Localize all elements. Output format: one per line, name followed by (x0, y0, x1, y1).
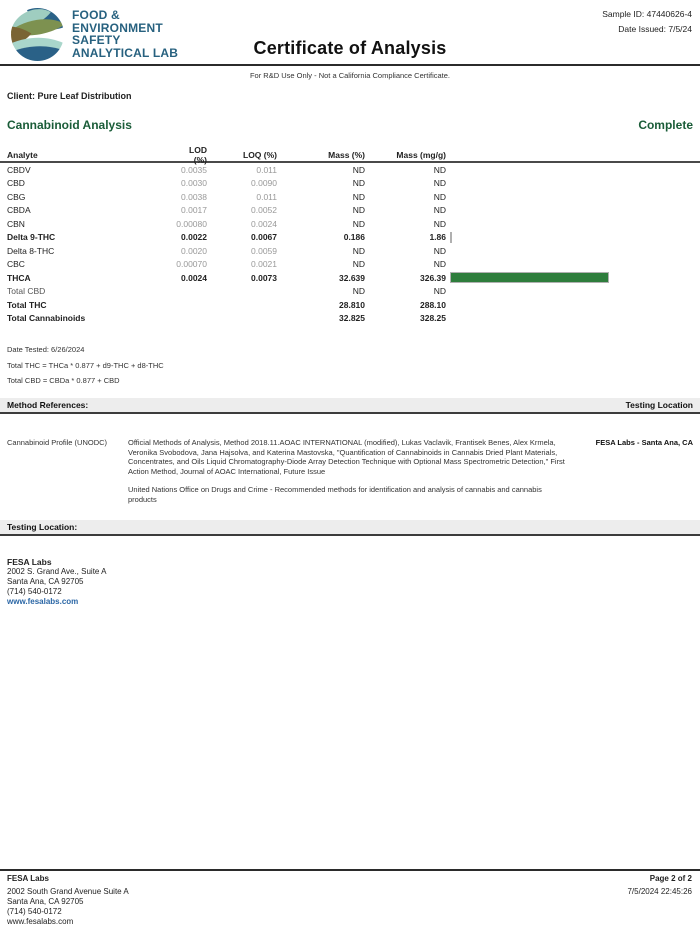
mass-pct-cell: ND (352, 205, 365, 216)
footer-lab-name: FESA Labs (7, 874, 49, 883)
print-datetime: 7/5/2024 22:45:26 (627, 887, 692, 896)
mass-pct-cell: 32.825 (339, 313, 365, 324)
document-title: Certificate of Analysis (253, 38, 447, 58)
lab-name: FESA Labs (7, 557, 52, 567)
analyte-cell: THCA (7, 272, 31, 283)
loq-cell: 0.0021 (251, 259, 277, 270)
table-row (0, 177, 700, 191)
footer-phone: (714) 540-0172 (7, 907, 62, 916)
table-row (0, 285, 700, 299)
loq-cell: 0.0052 (251, 205, 277, 216)
total-thc-formula: Total THC = THCa * 0.877 + d9-THC + d8-THC (7, 360, 164, 370)
mass-pct-cell: ND (352, 191, 365, 202)
page-header (0, 0, 700, 64)
mass-pct-cell: 0.186 (343, 232, 365, 243)
logo-line-3: SAFETY (72, 33, 121, 47)
table-row (0, 204, 700, 218)
logo-line-2: ENVIRONMENT (72, 20, 163, 35)
loq-cell: 0.0067 (251, 232, 277, 243)
table-row (0, 163, 700, 177)
lod-cell: 0.0030 (181, 178, 207, 189)
page-footer (0, 869, 700, 925)
analyte-cell: Total Cannabinoids (7, 313, 86, 324)
loq-cell: 0.0090 (251, 178, 277, 189)
mass-mgg-cell: ND (433, 164, 446, 175)
loq-cell: 0.0024 (251, 218, 277, 229)
testing-location-column-label: Testing Location (625, 400, 693, 410)
lab-address-line-1: 2002 S. Grand Ave., Suite A (7, 567, 107, 576)
mass-pct-cell: ND (352, 218, 365, 229)
table-row (0, 217, 700, 231)
notes-block (0, 345, 700, 385)
table-row (0, 258, 700, 272)
mass-pct-cell: 32.639 (339, 272, 365, 283)
table-row (0, 271, 700, 285)
mass-pct-cell: ND (352, 245, 365, 256)
loq-cell: 0.0073 (251, 272, 277, 283)
lab-website-link[interactable]: www.fesalabs.com (7, 597, 79, 606)
lod-cell: 0.0017 (181, 205, 207, 216)
mass-mgg-cell: ND (433, 205, 446, 216)
lod-cell: 0.0038 (181, 191, 207, 202)
col-header-analyte: Analyte (7, 149, 38, 160)
col-header-mass-mgg: Mass (mg/g) (396, 149, 446, 160)
sample-id: Sample ID: 47440626-4 (602, 9, 692, 19)
mass-pct-cell: ND (352, 286, 365, 297)
table-row (0, 231, 700, 245)
method-references-content (0, 438, 700, 504)
col-header-loq: LOQ (%) (243, 149, 277, 160)
method-references-header (0, 398, 700, 414)
loq-cell: 0.0059 (251, 245, 277, 256)
mass-mgg-cell: ND (433, 245, 446, 256)
mass-mgg-cell: 328.25 (420, 313, 446, 324)
lod-cell: 0.0020 (181, 245, 207, 256)
mass-mgg-cell: 288.10 (420, 299, 446, 310)
lab-address-line-2: Santa Ana, CA 92705 (7, 577, 84, 586)
col-header-lod: LOD (%) (189, 144, 207, 165)
col-header-mass-pct: Mass (%) (328, 149, 365, 160)
loq-cell: 0.011 (256, 191, 277, 202)
testing-location-label: Testing Location: (7, 522, 78, 532)
date-issued: Date Issued: 7/5/24 (618, 24, 692, 34)
method-reference-2: United Nations Office on Drugs and Crime - Recommended methods for identification and analysis of cannabis and cannabis products (128, 485, 542, 504)
analyte-cell: Delta 9-THC (7, 232, 56, 243)
analyte-cell: CBDA (7, 205, 31, 216)
mass-pct-cell: ND (352, 259, 365, 270)
lod-cell: 0.0022 (181, 232, 207, 243)
mass-mgg-cell: ND (433, 218, 446, 229)
page-number: Page 2 of 2 (649, 874, 692, 883)
mass-mgg-cell: ND (433, 191, 446, 202)
footer-address-line-1: 2002 South Grand Avenue Suite A (7, 887, 129, 896)
table-row (0, 244, 700, 258)
mass-pct-cell: ND (352, 178, 365, 189)
analyte-cell: CBG (7, 191, 26, 202)
lod-cell: 0.0035 (181, 164, 207, 175)
mass-bar (450, 272, 609, 283)
mass-mgg-cell: 326.39 (420, 272, 446, 283)
mass-mgg-cell: ND (433, 178, 446, 189)
table-row (0, 298, 700, 312)
testing-location-header (0, 520, 700, 536)
analyte-cell: CBN (7, 218, 25, 229)
analyte-cell: CBD (7, 178, 25, 189)
disclaimer-text: For R&D Use Only - Not a California Compliance Certificate. (249, 71, 451, 80)
analyte-cell: Delta 8-THC (7, 245, 55, 256)
mass-bar (450, 232, 452, 243)
mass-mgg-cell: ND (433, 259, 446, 270)
method-testing-location: FESA Labs - Santa Ana, CA (595, 438, 693, 447)
section-title-row (0, 118, 700, 132)
testing-location-block (0, 557, 700, 607)
table-header-row (0, 144, 700, 165)
mass-mgg-cell: ND (433, 286, 446, 297)
status-badge: Complete (638, 118, 693, 132)
logo-line-4: ANALYTICAL LAB (72, 45, 179, 60)
mass-mgg-cell: 1.86 (429, 232, 446, 243)
header-divider (0, 64, 700, 66)
section-title: Cannabinoid Analysis (7, 118, 132, 132)
sample-info (602, 7, 692, 37)
cannabinoid-table (0, 144, 700, 325)
analyte-cell: CBDV (7, 164, 31, 175)
analyte-cell: CBC (7, 259, 25, 270)
analyte-cell: Total CBD (7, 286, 46, 297)
footer-website: www.fesalabs.com (7, 917, 74, 925)
loq-cell: 0.011 (256, 164, 277, 175)
lod-cell: 0.00070 (176, 259, 207, 270)
lab-phone: (714) 540-0172 (7, 587, 62, 596)
footer-address-line-2: Santa Ana, CA 92705 (7, 897, 84, 906)
method-references-label: Method References: (7, 400, 89, 410)
date-tested: Date Tested: 6/26/2024 (7, 345, 85, 354)
client-name: Client: Pure Leaf Distribution (7, 91, 132, 101)
lod-cell: 0.00080 (176, 218, 207, 229)
method-reference-texts (128, 438, 572, 504)
method-reference-1: Official Methods of Analysis, Method 2018.11.AOAC INTERNATIONAL (modified), Lukas Vaclavik, Frantisek Benes, Alex Krmela, Veronika Svobodova, Jana Hajsolva, and Katerina Mastovska, "Quantification of Cannabinoids in Cannabis Dried Plant Materials, Concentrates, and Oils Liquid Chromatography-Diode Array Detection Technique with Optional Mass Spectrometric Detection," First Action Method, Journal of AOAC International, Future Issue (128, 438, 565, 476)
total-cbd-formula: Total CBD = CBDa * 0.877 + CBD (7, 376, 120, 385)
table-row (0, 190, 700, 204)
mass-pct-cell: ND (352, 164, 365, 175)
mass-pct-cell: 28.810 (339, 299, 365, 310)
table-row (0, 312, 700, 326)
method-name: Cannabinoid Profile (UNODC) (7, 438, 108, 447)
lod-cell: 0.0024 (181, 272, 207, 283)
footer-page-info (627, 874, 692, 897)
analyte-cell: Total THC (7, 299, 47, 310)
logo-line-1: FOOD & (72, 8, 120, 22)
